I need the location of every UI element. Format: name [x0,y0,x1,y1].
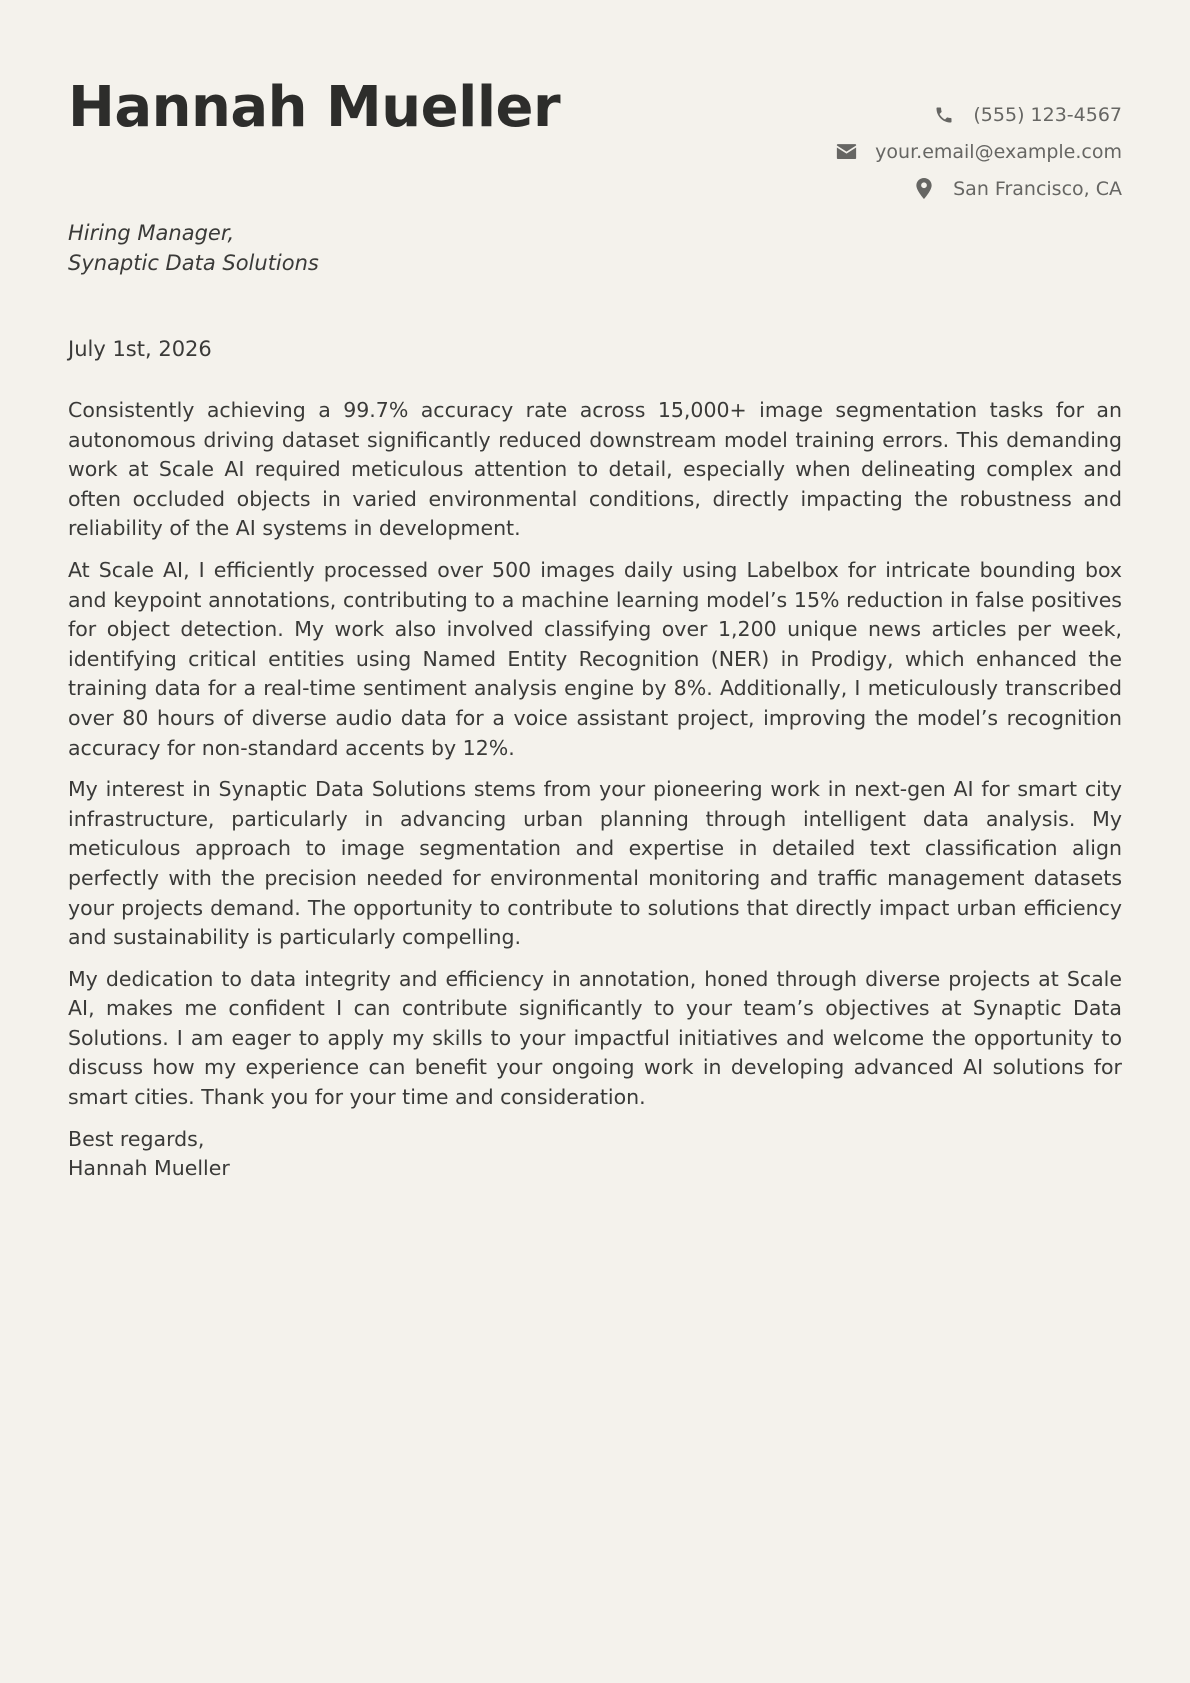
map-marker-icon [913,178,935,200]
email-text[interactable]: your.email@example.com [875,140,1122,163]
recipient-title: Hiring Manager, [68,221,235,245]
location-text: San Francisco, CA [953,177,1122,200]
body-paragraph: Consistently achieving a 99.7% accuracy rate across 15,000+ image segmentation tasks for an autonomous driving dataset significantly reduced downstream model training errors. This demanding work at Scale AI required meticulous attention to detail, especially when delineating complex and often occluded objects in varied environmental conditions, directly impacting the robustness and reliability of the AI systems in development. [68,398,1122,541]
phone-icon [933,104,955,126]
cover-letter-page [68,0,1122,1683]
body-paragraph: At Scale AI, I efficiently processed over 500 images daily using Labelbox for intricate bounding box and keypoint annotations, contributing to a machine learning model’s 15% reduction in false positives for object detection. My work also involved classifying over 1,200 unique news articles per week, identifying critical entities using Named Entity Recognition (NER) in Prodigy, which enhanced the training data for a real-time sentiment analysis engine by 8%. Additionally, I meticulously transcribed over 80 hours of diverse audio data for a voice assistant project, improving the model’s recognition accuracy for non-standard accents by 12%. [68,557,1122,760]
contact-location [835,170,1122,207]
closing-signature: Hannah Mueller [68,1156,230,1181]
recipient-block [68,218,319,278]
contact-phone [835,96,1122,133]
phone-text[interactable]: (555) 123-4567 [973,103,1122,126]
envelope-icon [835,141,857,163]
contact-info [835,96,1122,207]
body-paragraph: My interest in Synaptic Data Solutions stems from your pioneering work in next-gen AI for smart city infrastructure, particularly in advancing urban planning through intelligent data analysis. My meticulous approach to image segmentation and expertise in detailed text classification align perfectly with the precision needed for environmental monitoring and traffic management datasets your projects demand. The opportunity to contribute to solutions that directly impact urban efficiency and sustainability is particularly compelling. [68,777,1122,950]
letter-header [68,74,1122,204]
body-paragraph: My dedication to data integrity and efficiency in annotation, honed through diverse projects at Scale AI, makes me confident I can contribute significantly to your team’s objectives at Synaptic Data Solutions. I am eager to apply my skills to your impactful initiatives and welcome the opportunity to discuss how my experience can benefit your ongoing work in developing advanced AI solutions for smart cities. Thank you for your time and consideration. [68,966,1122,1110]
applicant-name: Hannah Mueller [68,75,561,140]
letter-date: July 1st, 2026 [68,337,212,361]
letter-closing [68,1125,1122,1184]
closing-salutation: Best regards, [68,1126,205,1151]
recipient-company: Synaptic Data Solutions [68,251,319,275]
contact-email [835,133,1122,170]
letter-body [68,396,1122,1184]
